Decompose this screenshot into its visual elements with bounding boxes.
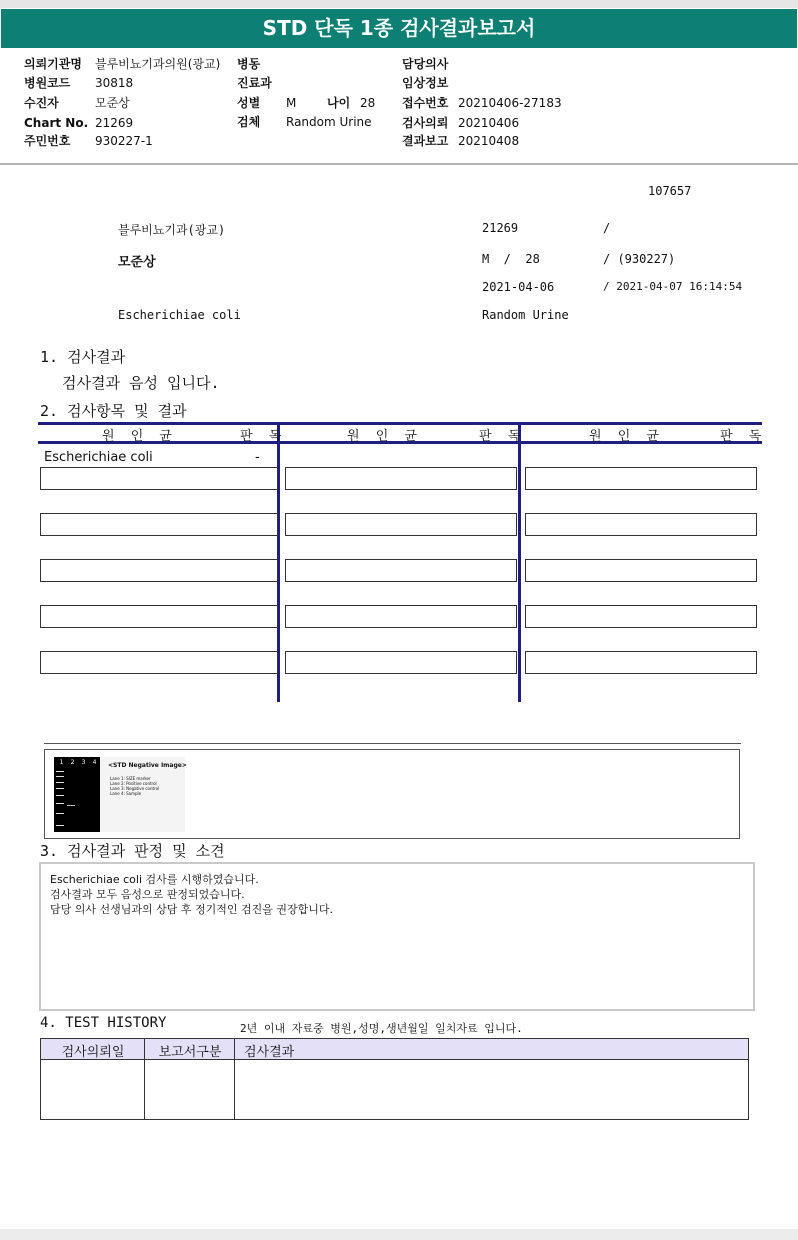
info-slash: / xyxy=(603,221,611,235)
gel-band-positive xyxy=(67,805,75,806)
gel-band xyxy=(56,776,64,777)
gel-top-rule xyxy=(44,743,741,744)
report-title: STD 단독 1종 검사결과보고서 xyxy=(1,9,797,48)
section4-title: 4. TEST HISTORY xyxy=(40,1015,167,1031)
label-request-date: 검사의뢰 xyxy=(402,116,449,130)
section1-title: 1. 검사결과 xyxy=(40,348,126,366)
gel-band xyxy=(56,782,64,783)
info-birth: / (930227) xyxy=(603,252,676,266)
opinion-line: 검사결과 모두 음성으로 판정되었습니다. xyxy=(50,888,245,901)
history-col-divider xyxy=(234,1039,235,1119)
label-department: 진료과 xyxy=(237,76,272,90)
empty-cell xyxy=(285,651,517,674)
empty-cell xyxy=(40,651,278,674)
opinion-text xyxy=(50,872,333,917)
empty-cell xyxy=(525,605,757,628)
label-patient: 수진자 xyxy=(24,96,59,110)
label-ward: 병동 xyxy=(237,57,261,71)
gel-legend xyxy=(100,757,185,832)
empty-cell xyxy=(285,467,517,490)
gel-band xyxy=(56,795,64,796)
lane-number: 3 xyxy=(81,759,86,766)
value-chart-no: 21269 xyxy=(95,116,134,130)
lane-number: 4 xyxy=(92,759,97,766)
empty-cell xyxy=(40,605,278,628)
value-sex: M xyxy=(286,96,297,110)
col-header-organism-1: 원 인 균 xyxy=(102,429,178,444)
gel-legend-line: Lane 4: Sample xyxy=(110,791,142,796)
history-note: 2년 이내 자료중 병원,성명,생년월일 일치자료 입니다. xyxy=(240,1022,523,1035)
value-patient: 모준상 xyxy=(95,96,130,110)
info-sex-age: M / 28 xyxy=(482,252,540,266)
col-header-reading-2: 판 독 xyxy=(479,429,527,444)
label-clinical-info: 임상정보 xyxy=(402,76,449,90)
label-age: 나이 xyxy=(327,96,351,110)
gel-title: <STD Negative Image> xyxy=(108,762,187,769)
header-divider xyxy=(0,163,798,165)
opinion-line: 담당 의사 선생님과의 상담 후 정기적인 검진을 권장합니다. xyxy=(50,903,333,916)
gel-band xyxy=(56,813,64,814)
opinion-box xyxy=(39,862,755,1011)
gel-lane-numbers xyxy=(56,759,100,766)
label-hospital-code: 병원코드 xyxy=(24,76,71,90)
gel-legend-lines xyxy=(110,776,159,796)
gel-band xyxy=(56,803,64,804)
empty-cell xyxy=(285,513,517,536)
value-request-date: 20210406 xyxy=(458,116,520,130)
info-clinic: 블루비뇨기과(광교) xyxy=(118,223,226,237)
info-patient: 모준상 xyxy=(118,255,156,270)
empty-cell xyxy=(40,513,278,536)
gel-image xyxy=(54,757,100,832)
label-chart-no: Chart No. xyxy=(24,116,89,130)
col-header-reading-3: 판 독 xyxy=(720,429,768,444)
empty-cell xyxy=(525,559,757,582)
section1-result-text: 검사결과 음성 입니다. xyxy=(62,374,220,392)
gel-legend-line: Lane 2: Positive control xyxy=(110,781,157,786)
empty-cell xyxy=(525,513,757,536)
value-receipt-number: 20210406-27183 xyxy=(458,96,562,110)
info-report-datetime: / 2021-04-07 16:14:54 xyxy=(603,280,743,293)
gel-legend-line: Lane 3: Negative control xyxy=(110,786,160,791)
result-reading: - xyxy=(255,450,260,465)
gel-band xyxy=(56,788,64,789)
empty-cell xyxy=(285,559,517,582)
gel-image-box xyxy=(44,749,740,839)
gel-band xyxy=(56,825,64,826)
info-request-date: 2021-04-06 xyxy=(482,280,555,294)
info-item: Escherichiae coli xyxy=(118,308,241,322)
empty-cell xyxy=(40,467,278,490)
value-age: 28 xyxy=(360,96,376,110)
section2-title: 2. 검사항목 및 결과 xyxy=(40,402,187,420)
label-sex: 성별 xyxy=(237,96,261,110)
value-requesting-institution: 블루비뇨기과의원(광교) xyxy=(95,57,221,71)
label-report-date: 결과보고 xyxy=(402,134,449,148)
history-table xyxy=(40,1038,749,1120)
history-header-request-date: 검사의뢰일 xyxy=(61,1045,125,1060)
label-resident-number: 주민번호 xyxy=(24,134,71,148)
col-header-organism-3: 원 인 균 xyxy=(589,429,665,444)
info-chart: 21269 xyxy=(482,221,519,235)
lane-number: 2 xyxy=(70,759,75,766)
empty-cell xyxy=(40,559,278,582)
empty-cell xyxy=(525,651,757,674)
gel-legend-line: Lane 1: SIZE marker xyxy=(110,776,151,781)
value-hospital-code: 30818 xyxy=(95,76,134,90)
gel-band xyxy=(56,771,64,772)
value-specimen: Random Urine xyxy=(286,115,372,129)
info-specimen: Random Urine xyxy=(482,308,569,322)
history-header-report-type: 보고서구분 xyxy=(158,1045,222,1060)
col-header-organism-2: 원 인 균 xyxy=(347,429,423,444)
grid-divider-2 xyxy=(518,422,521,702)
value-report-date: 20210408 xyxy=(458,134,520,148)
label-doctor: 담당의사 xyxy=(402,57,449,71)
opinion-line: Escherichiae coli 검사를 시행하였습니다. xyxy=(50,873,259,886)
label-receipt-number: 접수번호 xyxy=(402,96,449,110)
report-code: 107657 xyxy=(648,184,692,198)
value-resident-number: 930227-1 xyxy=(95,134,153,148)
history-header-result: 검사결과 xyxy=(244,1045,295,1060)
empty-cell xyxy=(525,467,757,490)
history-col-divider xyxy=(144,1039,145,1119)
bottom-border xyxy=(0,1229,798,1240)
lane-number: 1 xyxy=(59,759,64,766)
col-header-reading-1: 판 독 xyxy=(240,429,288,444)
top-border xyxy=(0,0,798,8)
section3-title: 3. 검사결과 판정 및 소견 xyxy=(40,842,225,860)
label-requesting-institution: 의뢰기관명 xyxy=(24,57,82,71)
label-specimen: 검체 xyxy=(237,115,261,129)
result-organism-name: Escherichiae coli xyxy=(44,450,153,465)
empty-cell xyxy=(285,605,517,628)
